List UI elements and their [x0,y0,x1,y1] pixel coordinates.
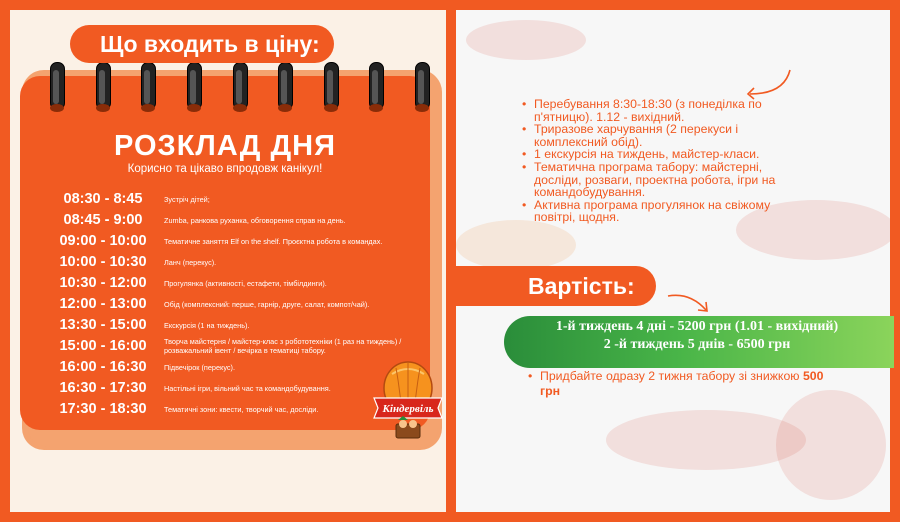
ring-icon [415,62,430,110]
info-panel [456,10,890,512]
ring-icon [324,62,339,110]
includes-item: • 1 екскурсія на тиждень, майстер-класи. [522,148,812,161]
background-smudge [456,220,576,270]
schedule-desc: Тематичне заняття Elf on the shelf. Проєктна робота в командах. [164,236,383,246]
schedule-time: 13:30 - 15:00 [59,317,147,333]
schedule-row [46,356,424,378]
schedule-desc: Zumba, ранкова руханка, обговорення справ на день. [164,215,346,225]
schedule-subtitle: Корисно та цікаво впродовж канікул! [127,163,323,175]
schedule-time: 10:00 - 10:30 [59,254,147,270]
logo-text: Кіндервіль [382,403,434,415]
schedule-row [46,335,424,357]
schedule-time: 17:30 - 18:30 [59,401,147,417]
price-week-1: 1-й тиждень 4 дні - 5200 грн (1.01 - вихідний) [555,319,839,334]
schedule-desc: Настільні ігри, вільний час та командобудування. [164,383,331,393]
schedule-row [46,251,424,273]
schedule-title: РОЗКЛАД ДНЯ [114,130,336,162]
schedule-row [46,377,424,399]
ring-icon [141,62,156,110]
schedule-row [46,272,424,294]
schedule-time: 16:00 - 16:30 [59,359,147,375]
curved-arrow-icon [664,290,714,316]
schedule-row [46,188,424,210]
background-smudge [466,20,586,60]
schedule-time: 09:00 - 10:00 [59,233,147,249]
schedule-desc: Творча майстерня / майстер-клас з робототехніки (1 раз на тиждень) / розважальний івент / вечірка в тематиці табору. [164,337,402,355]
schedule-desc: Зустріч дітей; [164,194,210,204]
includes-title: Що входить в ціну: [70,25,334,63]
discount-amount: 500 грн [540,369,824,398]
ring-icon [187,62,202,110]
includes-item: • Триразове харчування (2 перекуси і комплексний обід). [522,123,812,148]
schedule-time: 15:00 - 16:00 [59,338,147,354]
schedule-time: 08:30 - 8:45 [63,191,143,207]
schedule-desc: Підвечірок (перекус). [164,362,235,372]
schedule-desc: Екскурсія (1 на тиждень). [164,320,250,330]
schedule-desc: Тематичні зони: квести, творчий час, досліди. [164,404,319,414]
ring-icon [96,62,111,110]
schedule-row [46,230,424,252]
ring-icon [278,62,293,110]
discount-text: Придбайте одразу 2 тижня табору зі знижкою [540,369,800,383]
schedule-desc: Ланч (перекус). [164,257,217,267]
background-smudge [776,390,886,500]
price-title: Вартість: [456,266,656,306]
schedule-time: 12:00 - 13:00 [59,296,147,312]
schedule-row [46,314,424,336]
includes-item: • Тематична програма табору: майстерні, досліди, розваги, проектна робота, ігри на командобудування. [522,161,812,199]
schedule-time: 16:30 - 17:30 [59,380,147,396]
price-week-2: 2 -й тиждень 5 днів - 6500 грн [603,337,791,352]
schedule-time: 10:30 - 12:00 [59,275,147,291]
ring-icon [50,62,65,110]
includes-item: • Активна програма прогулянок на свіжому повітрі, щодня. [522,199,812,224]
includes-item: • Перебування 8:30-18:30 (з понеділка по п'ятницю). 1.12 - вихідний. [522,98,812,123]
schedule-time: 08:45 - 9:00 [63,212,143,228]
schedule-row [46,398,424,420]
schedule-desc: Обід (комплексний: перше, гарнір, друге, салат, компот/чай). [164,299,370,309]
ring-icon [233,62,248,110]
schedule-row [46,209,424,231]
discount-note [528,369,828,399]
ring-icon [369,62,384,110]
kinderville-logo [372,360,444,444]
schedule-row [46,293,424,315]
calendar-rings [50,62,430,112]
includes-list [522,98,812,224]
schedule-desc: Прогулянка (активності, естафети, тімбілдинги). [164,278,327,288]
